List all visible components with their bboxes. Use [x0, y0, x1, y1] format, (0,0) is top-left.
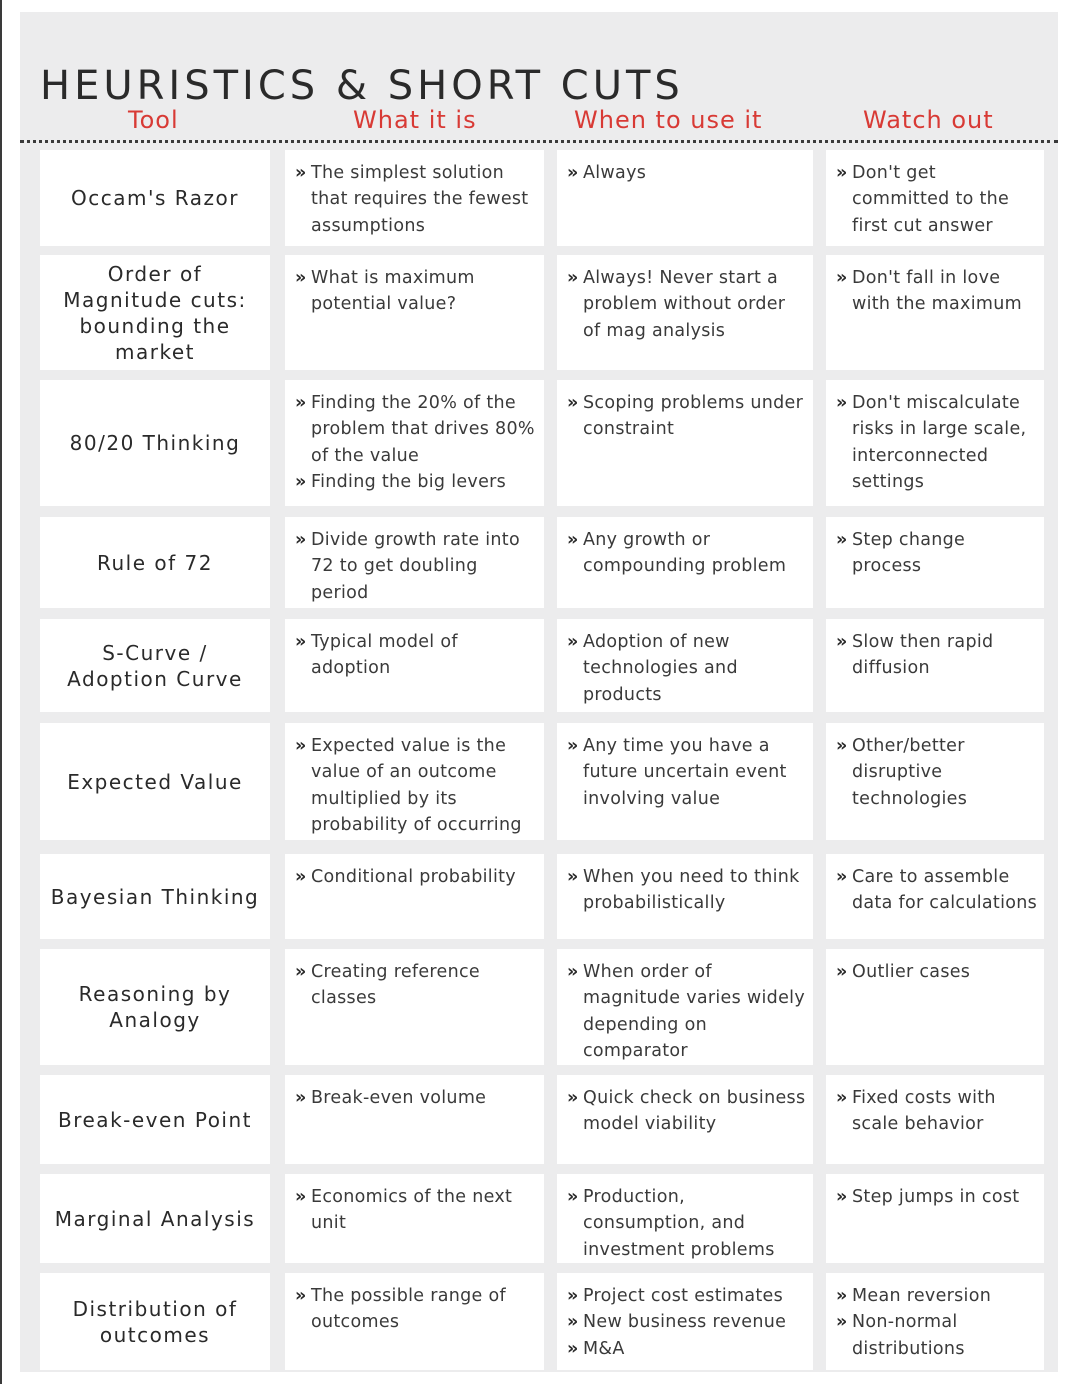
bullet-item: » New business revenue: [567, 1309, 807, 1335]
bullet-item: » Any time you have a future uncertain event involving value: [567, 733, 807, 812]
bullet-list: [826, 949, 1044, 985]
what-it-is-cell: [285, 380, 544, 506]
table-row: [40, 150, 1046, 246]
bullet-list: [557, 723, 813, 812]
bullet-list: [557, 1075, 813, 1138]
watch-out-cell: [826, 150, 1044, 246]
tool-name: Marginal Analysis: [54, 1206, 256, 1231]
table-row: [40, 1075, 1046, 1164]
bullet-list: [826, 517, 1044, 580]
bullet-item: » Step change process: [836, 527, 1038, 580]
what-it-is-cell: [285, 1174, 544, 1263]
table-row: [40, 723, 1046, 840]
bullet-list: [557, 517, 813, 580]
bullet-item: » Don't get committed to the first cut answer: [836, 160, 1038, 239]
bullet-item: » Economics of the next unit: [295, 1184, 538, 1237]
what-it-is-cell: [285, 619, 544, 712]
heuristics-table: [40, 150, 1046, 1372]
tool-cell: [40, 949, 270, 1065]
bullet-list: [826, 380, 1044, 495]
watch-out-cell: [826, 1174, 1044, 1263]
bullet-list: [557, 949, 813, 1064]
bullet-item: » What is maximum potential value?: [295, 265, 538, 318]
bullet-list: [557, 854, 813, 917]
tool-name: 80/20 Thinking: [69, 431, 241, 455]
when-to-use-cell: [557, 1273, 813, 1370]
tool-cell: [40, 517, 270, 608]
bullet-list: [557, 255, 813, 344]
bullet-item: » Fixed costs with scale behavior: [836, 1085, 1038, 1138]
watch-out-cell: [826, 854, 1044, 939]
table-row: [40, 619, 1046, 712]
tool-name: Expected Value: [67, 769, 243, 794]
bullet-list: [285, 619, 544, 682]
tool-name: Bayesian Thinking: [50, 884, 260, 909]
tool-cell: [40, 255, 270, 370]
what-it-is-cell: [285, 150, 544, 246]
bullet-list: [557, 1174, 813, 1263]
bullet-list: [285, 517, 544, 606]
bullet-item: » Don't miscalculate risks in large scale, interconnected settings: [836, 390, 1038, 495]
when-to-use-cell: [557, 949, 813, 1065]
bullet-list: [826, 1075, 1044, 1138]
bullet-list: [285, 723, 544, 838]
tool-cell: [40, 854, 270, 939]
bullet-item: » Quick check on business model viability: [567, 1085, 807, 1138]
what-it-is-cell: [285, 1075, 544, 1164]
bullet-item: » Expected value is the value of an outcome multiplied by its probability of occurring: [295, 733, 538, 838]
heuristics-sheet: [20, 12, 1058, 1372]
bullet-list: [285, 949, 544, 1012]
bullet-item: » Conditional probability: [295, 864, 538, 890]
tool-cell: [40, 1174, 270, 1263]
table-row: [40, 1174, 1046, 1263]
bullet-item: » When order of magnitude varies widely depending on comparator: [567, 959, 807, 1064]
bullet-list: [557, 380, 813, 443]
column-header-what: What it is: [353, 106, 477, 134]
bullet-item: » Other/better disruptive technologies: [836, 733, 1038, 812]
bullet-item: » Divide growth rate into 72 to get doubling period: [295, 527, 538, 606]
column-header-watch: Watch out: [863, 106, 994, 134]
tool-name: Reasoning by Analogy: [78, 982, 232, 1032]
bullet-list: [557, 1273, 813, 1362]
bullet-list: [826, 854, 1044, 917]
tool-cell: [40, 1273, 270, 1370]
watch-out-cell: [826, 619, 1044, 712]
bullet-item: » When you need to think probabilistically: [567, 864, 807, 917]
bullet-list: [285, 1174, 544, 1237]
tool-name: Distribution of outcomes: [72, 1296, 238, 1347]
tool-cell: [40, 380, 270, 506]
bullet-item: » Project cost estimates: [567, 1283, 807, 1309]
bullet-list: [557, 150, 813, 186]
page-edge-rule: [0, 0, 2, 1384]
what-it-is-cell: [285, 949, 544, 1065]
bullet-item: » Don't fall in love with the maximum: [836, 265, 1038, 318]
tool-cell: [40, 619, 270, 712]
tool-name: Order of Magnitude cuts: bounding the market: [63, 261, 247, 364]
when-to-use-cell: [557, 150, 813, 246]
watch-out-cell: [826, 1273, 1044, 1370]
bullet-item: » Adoption of new technologies and products: [567, 629, 807, 708]
tool-name: Occam's Razor: [71, 186, 239, 210]
when-to-use-cell: [557, 619, 813, 712]
bullet-item: » Finding the 20% of the problem that drives 80% of the value: [295, 390, 538, 469]
watch-out-cell: [826, 380, 1044, 506]
bullet-item: » The possible range of outcomes: [295, 1283, 538, 1336]
when-to-use-cell: [557, 255, 813, 370]
when-to-use-cell: [557, 1174, 813, 1263]
table-row: [40, 380, 1046, 506]
table-row: [40, 1273, 1046, 1370]
bullet-item: » M&A: [567, 1336, 807, 1362]
table-row: [40, 255, 1046, 370]
watch-out-cell: [826, 723, 1044, 840]
tool-cell: [40, 1075, 270, 1164]
bullet-list: [285, 854, 544, 890]
tool-cell: [40, 150, 270, 246]
table-row: [40, 854, 1046, 939]
bullet-list: [826, 1174, 1044, 1210]
bullet-list: [826, 723, 1044, 812]
bullet-list: [826, 150, 1044, 239]
watch-out-cell: [826, 517, 1044, 608]
what-it-is-cell: [285, 854, 544, 939]
table-row: [40, 517, 1046, 608]
header-divider: [20, 140, 1058, 143]
bullet-list: [285, 1075, 544, 1111]
tool-name: Rule of 72: [97, 550, 213, 575]
bullet-item: » Slow then rapid diffusion: [836, 629, 1038, 682]
column-header-tool: Tool: [128, 106, 179, 134]
bullet-item: » Production, consumption, and investment problems: [567, 1184, 807, 1263]
what-it-is-cell: [285, 1273, 544, 1370]
when-to-use-cell: [557, 380, 813, 506]
bullet-item: » Creating reference classes: [295, 959, 538, 1012]
bullet-item: » Outlier cases: [836, 959, 1038, 985]
bullet-list: [285, 255, 544, 318]
bullet-list: [285, 1273, 544, 1336]
bullet-item: » Always! Never start a problem without order of mag analysis: [567, 265, 807, 344]
tool-cell: [40, 723, 270, 840]
what-it-is-cell: [285, 723, 544, 840]
bullet-item: » Non-normal distributions: [836, 1309, 1038, 1362]
bullet-list: [285, 150, 544, 239]
bullet-item: » The simplest solution that requires the fewest assumptions: [295, 160, 538, 239]
bullet-item: » Break-even volume: [295, 1085, 538, 1111]
page-title: HEURISTICS & SHORT CUTS: [40, 62, 684, 109]
bullet-list: [557, 619, 813, 708]
bullet-list: [285, 380, 544, 495]
when-to-use-cell: [557, 1075, 813, 1164]
bullet-item: » Scoping problems under constraint: [567, 390, 807, 443]
what-it-is-cell: [285, 517, 544, 608]
bullet-item: » Any growth or compounding problem: [567, 527, 807, 580]
column-header-when: When to use it: [574, 106, 763, 134]
when-to-use-cell: [557, 517, 813, 608]
bullet-item: » Mean reversion: [836, 1283, 1038, 1309]
bullet-item: » Always: [567, 160, 807, 186]
bullet-item: » Step jumps in cost: [836, 1184, 1038, 1210]
tool-name: S-Curve / Adoption Curve: [67, 640, 243, 691]
when-to-use-cell: [557, 723, 813, 840]
tool-name: Break-even Point: [58, 1107, 252, 1132]
watch-out-cell: [826, 949, 1044, 1065]
bullet-item: » Finding the big levers: [295, 469, 538, 495]
bullet-list: [826, 619, 1044, 682]
table-row: [40, 949, 1046, 1065]
watch-out-cell: [826, 1075, 1044, 1164]
bullet-list: [826, 255, 1044, 318]
when-to-use-cell: [557, 854, 813, 939]
bullet-list: [826, 1273, 1044, 1362]
bullet-item: » Typical model of adoption: [295, 629, 538, 682]
bullet-item: » Care to assemble data for calculations: [836, 864, 1038, 917]
watch-out-cell: [826, 255, 1044, 370]
what-it-is-cell: [285, 255, 544, 370]
